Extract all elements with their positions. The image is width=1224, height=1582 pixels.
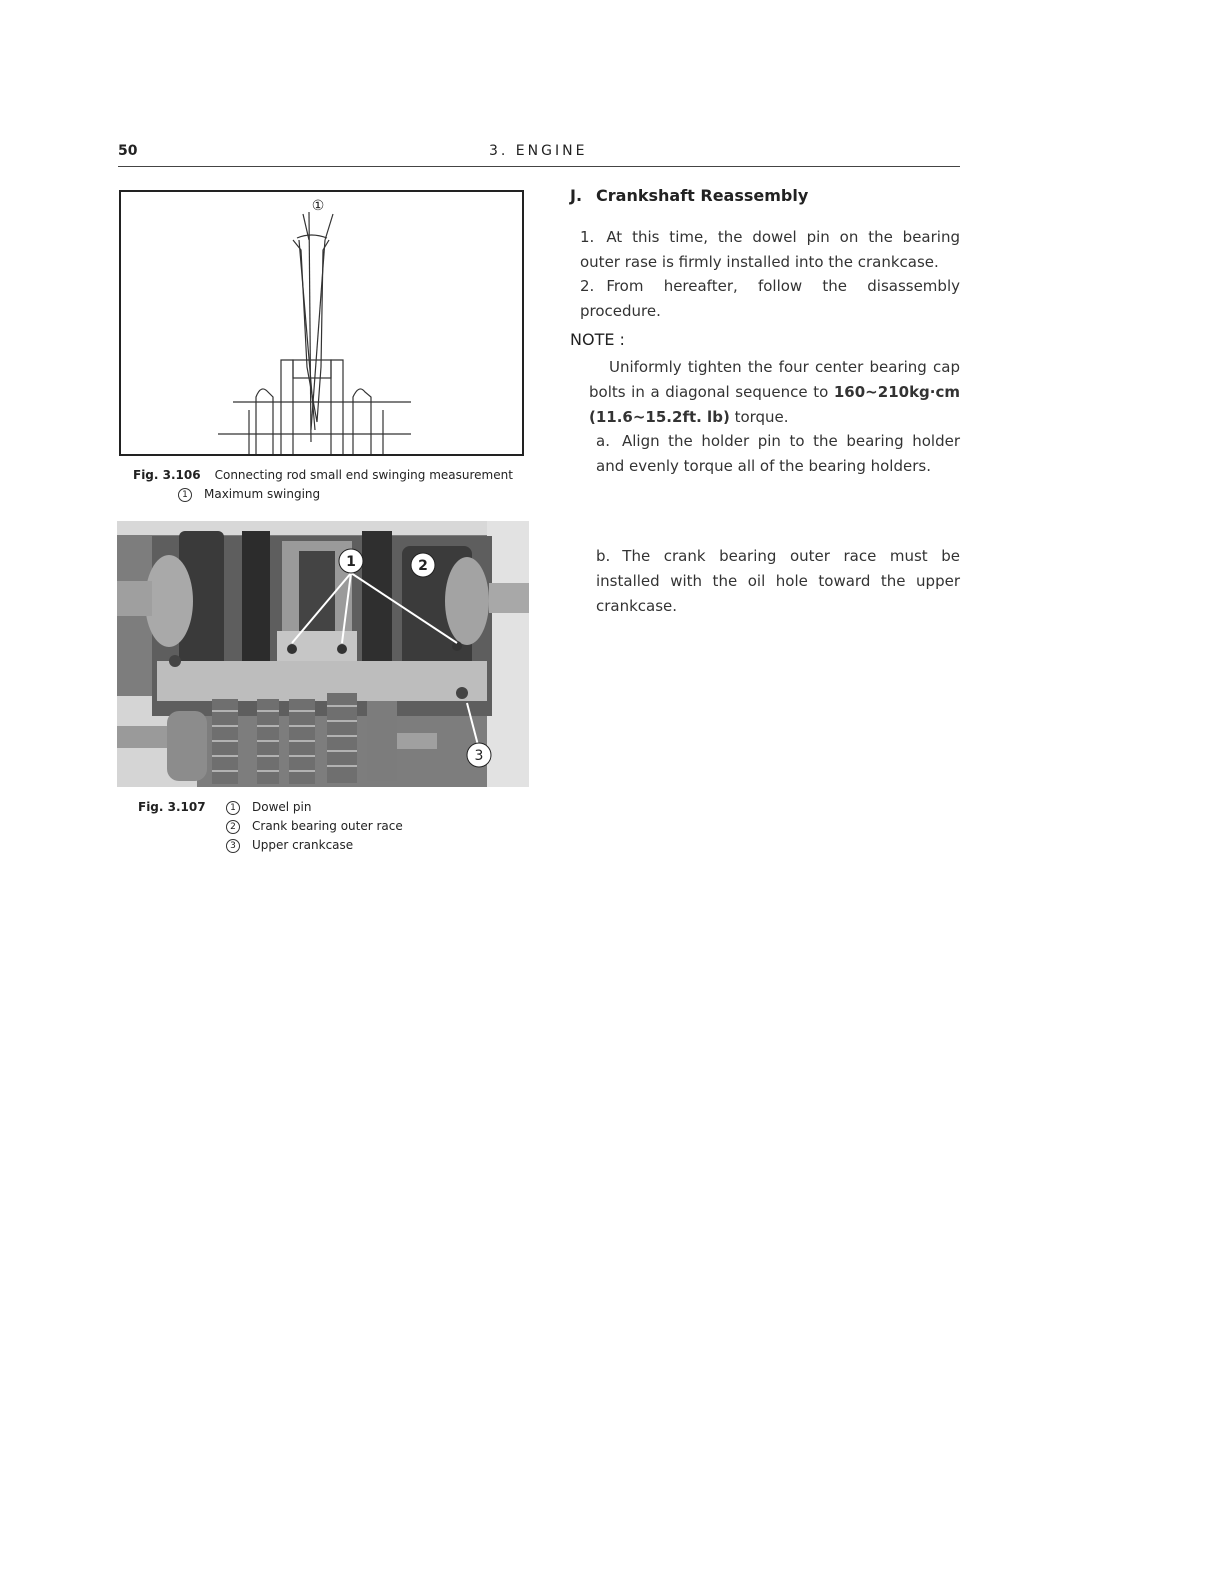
section-title: Crankshaft Reassembly (596, 186, 809, 205)
figure-107-callout-2: 2 (418, 558, 428, 574)
note-label: NOTE : (570, 330, 625, 349)
legend-marker: 1 (226, 801, 240, 815)
legend-marker: 1 (178, 488, 192, 502)
step-text: From hereafter, follow the disassembly procedure. (580, 277, 960, 320)
legend-marker: 3 (226, 839, 240, 853)
legend-text: Upper crankcase (252, 838, 354, 852)
figure-107-number: Fig. 3.107 (138, 800, 206, 814)
sub-item-b (596, 544, 960, 619)
sub-item-marker: b. (596, 547, 611, 565)
torque-metric: 160~210kg·cm (833, 383, 960, 401)
legend-text: Maximum swinging (204, 487, 321, 501)
sub-item-text: The crank bearing outer race must be installed with the oil hole toward the upper crankcase. (596, 547, 960, 615)
note-body (589, 355, 960, 430)
chapter-title: 3. ENGINE (489, 143, 588, 159)
figure-106-callout: ① (311, 198, 325, 214)
sub-item-marker: a. (596, 432, 610, 450)
figure-107-callout-3: 3 (474, 748, 484, 764)
note-text-before: Uniformly tighten the four center bearing cap bolts in a diagonal sequence to (589, 358, 960, 401)
sub-item-a (596, 429, 960, 479)
step-number: 1. (580, 228, 595, 246)
step-text: At this time, the dowel pin on the bearing outer rase is firmly installed into the crankcase. (580, 228, 960, 271)
figure-107-callout-1: 1 (346, 554, 356, 570)
figure-107-caption (138, 798, 403, 855)
legend-marker: 2 (226, 820, 240, 834)
note-text-after: torque. (729, 408, 789, 426)
header-rule (118, 166, 960, 167)
section-heading (570, 186, 808, 205)
connecting-rod-diagram (121, 192, 522, 454)
page-number: 50 (118, 143, 138, 159)
sub-item-text: Align the holder pin to the bearing holder and evenly torque all of the bearing holders. (596, 432, 960, 475)
figure-106-number: Fig. 3.106 (133, 468, 201, 482)
figure-106-caption-text: Connecting rod small end swinging measurement (214, 468, 513, 482)
step-1 (580, 225, 960, 275)
step-2 (580, 274, 960, 324)
section-letter: J. (570, 186, 583, 205)
figure-106-caption (133, 466, 513, 504)
crankcase-photo (117, 521, 529, 787)
legend-text: Dowel pin (252, 800, 312, 814)
torque-imperial: (11.6~15.2ft. lb) (589, 408, 730, 426)
figure-107-photo (117, 521, 529, 787)
step-number: 2. (580, 277, 595, 295)
figure-106-diagram (119, 190, 524, 456)
legend-text: Crank bearing outer race (252, 819, 403, 833)
